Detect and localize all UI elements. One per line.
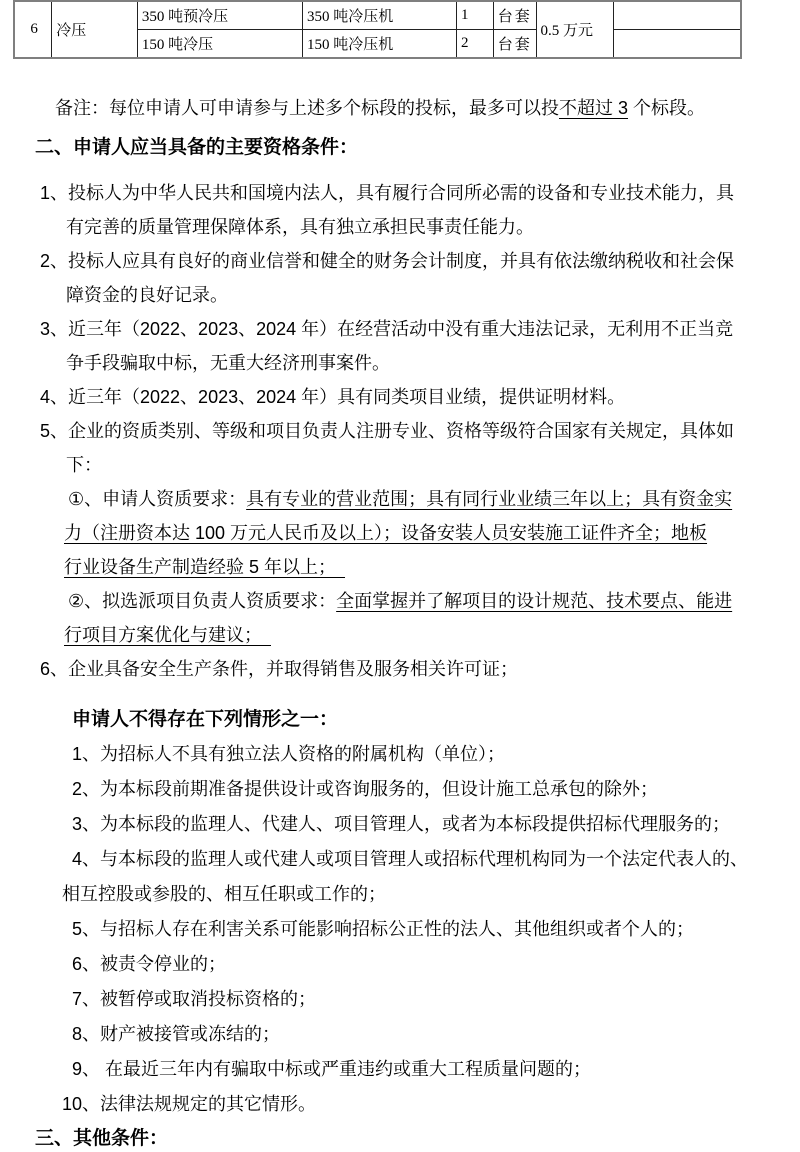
applicant-qualification-requirement	[0, 482, 800, 516]
list-marker: 2、	[72, 779, 101, 799]
qualification-item-5	[0, 414, 800, 448]
project-leader-requirement	[0, 584, 800, 618]
list-marker: 10、	[62, 1094, 101, 1114]
prohibited-item-3	[0, 807, 800, 842]
underlined-text: 行项目方案优化与建议；	[64, 625, 271, 645]
text-segment: 拟选派项目负责人资质要求：	[102, 591, 337, 611]
qualification-item-6	[0, 652, 800, 686]
text-segment: 有完善的质量管理保障体系，具有独立承担民事责任能力。	[66, 217, 534, 237]
prohibited-item-6	[0, 947, 800, 982]
prohibited-item-2	[0, 772, 800, 807]
text-segment: 三、其他条件：	[35, 1128, 169, 1149]
text-segment: 障资金的良好记录。	[66, 285, 228, 305]
text-segment: 为本标段前期准备提供设计或咨询服务的，但设计施工总承包的除外；	[100, 779, 659, 799]
list-marker: 9、	[72, 1059, 101, 1079]
prohibited-item-4-cont	[0, 877, 800, 912]
list-marker: ①、	[68, 489, 103, 509]
prohibited-item-5	[0, 912, 800, 947]
prohibited-item-9	[0, 1052, 800, 1087]
qualification-item-3	[0, 312, 800, 346]
remark-line	[0, 91, 800, 125]
text-segment: 申请人不得存在下列情形之一：	[72, 709, 339, 730]
applicant-qualification-requirement-cont	[0, 550, 800, 584]
list-marker: 5、	[40, 421, 69, 441]
text-segment: 在最近三年内有骗取中标或严重违约或重大工程质量问题的；	[100, 1059, 592, 1079]
list-marker: 4、	[72, 849, 101, 869]
text-segment: 个标段。	[628, 98, 706, 118]
qualification-item-3-cont	[0, 346, 800, 380]
list-marker: 3、	[72, 814, 101, 834]
bid-lot-table-fragment	[13, 0, 800, 59]
text-segment: 与招标人存在利害关系可能影响招标公正性的法人、其他组织或者个人的；	[100, 919, 695, 939]
cell-remark	[613, 30, 741, 59]
list-marker: 3、	[40, 319, 69, 339]
list-marker: 6、	[40, 659, 69, 679]
text-segment: 被责令停业的；	[100, 954, 227, 974]
qualification-item-1	[0, 176, 800, 210]
list-marker: 4、	[40, 387, 69, 407]
cell-item: 350 吨预冷压	[137, 1, 302, 30]
text-segment: 下：	[66, 455, 102, 475]
cell-equipment: 350 吨冷压机	[303, 1, 457, 30]
list-marker: 5、	[72, 919, 101, 939]
underlined-text: 不超过 3	[559, 98, 629, 118]
underlined-text: 具有专业的营业范围；具有同行业业绩三年以上；具有资金实	[246, 489, 733, 509]
cell-category: 冷压	[52, 1, 138, 58]
section-heading-2	[0, 131, 800, 165]
cell-price: 0.5 万元	[536, 1, 613, 58]
list-marker: 6、	[72, 954, 101, 974]
underlined-text: 全面掌握并了解项目的设计规范、技术要点、能进	[336, 591, 733, 611]
document-body	[0, 91, 800, 1152]
cell-remark	[613, 1, 741, 30]
text-segment: 近三年（2022、2023、2024 年）具有同类项目业绩，提供证明材料。	[68, 387, 626, 407]
text-segment: 相互控股或参股的、相互任职或工作的；	[62, 884, 386, 904]
text-segment: 投标人为中华人民共和国境内法人，具有履行合同所必需的设备和专业技术能力，具	[68, 183, 735, 203]
cell-qty: 2	[456, 30, 493, 59]
cell-unit: 台套	[493, 30, 536, 59]
list-marker: 8、	[72, 1024, 101, 1044]
text-segment: 备注：每位申请人可申请参与上述多个标段的投标，最多可以投	[55, 98, 559, 118]
text-segment: 企业的资质类别、等级和项目负责人注册专业、资格等级符合国家有关规定，具体如	[68, 421, 735, 441]
text-segment: 为本标段的监理人、代建人、项目管理人，或者为本标段提供招标代理服务的；	[100, 814, 731, 834]
text-segment: 财产被接管或冻结的；	[100, 1024, 281, 1044]
text-segment: 二、申请人应当具备的主要资格条件：	[35, 137, 359, 158]
qualification-item-5-cont	[0, 448, 800, 482]
cell-seq: 6	[14, 1, 52, 58]
underlined-text: 力（注册资本达 100 万元人民币及以上）；设备安装人员安装施工证件齐全；地板	[64, 523, 708, 543]
list-marker: 2、	[40, 251, 69, 271]
prohibited-item-8	[0, 1017, 800, 1052]
list-marker: 1、	[72, 744, 101, 764]
list-marker: 1、	[40, 183, 69, 203]
list-marker: ②、	[68, 591, 103, 611]
text-segment: 近三年（2022、2023、2024 年）在经营活动中没有重大违法记录，无利用不正当竞	[68, 319, 734, 339]
qualification-item-4	[0, 380, 800, 414]
list-marker: 7、	[72, 989, 101, 1009]
prohibited-item-10	[0, 1087, 800, 1122]
text-segment: 企业具备安全生产条件，并取得销售及服务相关许可证；	[68, 659, 519, 679]
cell-equipment: 150 吨冷压机	[303, 30, 457, 59]
project-leader-requirement-cont	[0, 618, 800, 652]
text-segment: 投标人应具有良好的商业信誉和健全的财务会计制度，并具有依法缴纳税收和社会保	[68, 251, 735, 271]
section-heading-3	[0, 1122, 800, 1152]
applicant-qualification-requirement-cont	[0, 516, 800, 550]
underlined-text: 行业设备生产制造经验 5 年以上；	[64, 557, 346, 577]
bid-lot-table	[13, 0, 742, 59]
text-segment: 法律法规规定的其它情形。	[100, 1094, 317, 1114]
qualification-item-2-cont	[0, 278, 800, 312]
text-segment: 与本标段的监理人或代建人或项目管理人或招标代理机构同为一个法定代表人的、	[100, 849, 749, 869]
table-row	[14, 1, 741, 30]
prohibited-situations-heading	[0, 702, 800, 737]
text-segment: 被暂停或取消投标资格的；	[100, 989, 317, 1009]
text-segment: 为招标人不具有独立法人资格的附属机构（单位）；	[100, 744, 506, 764]
prohibited-item-4	[0, 842, 800, 877]
qualification-item-2	[0, 244, 800, 278]
cell-qty: 1	[456, 1, 493, 30]
text-segment: 争手段骗取中标，无重大经济刑事案件。	[66, 353, 390, 373]
text-segment: 申请人资质要求：	[102, 489, 247, 509]
prohibited-item-1	[0, 737, 800, 772]
cell-unit: 台套	[493, 1, 536, 30]
cell-item: 150 吨冷压	[137, 30, 302, 59]
prohibited-item-7	[0, 982, 800, 1017]
qualification-item-1-cont	[0, 210, 800, 244]
